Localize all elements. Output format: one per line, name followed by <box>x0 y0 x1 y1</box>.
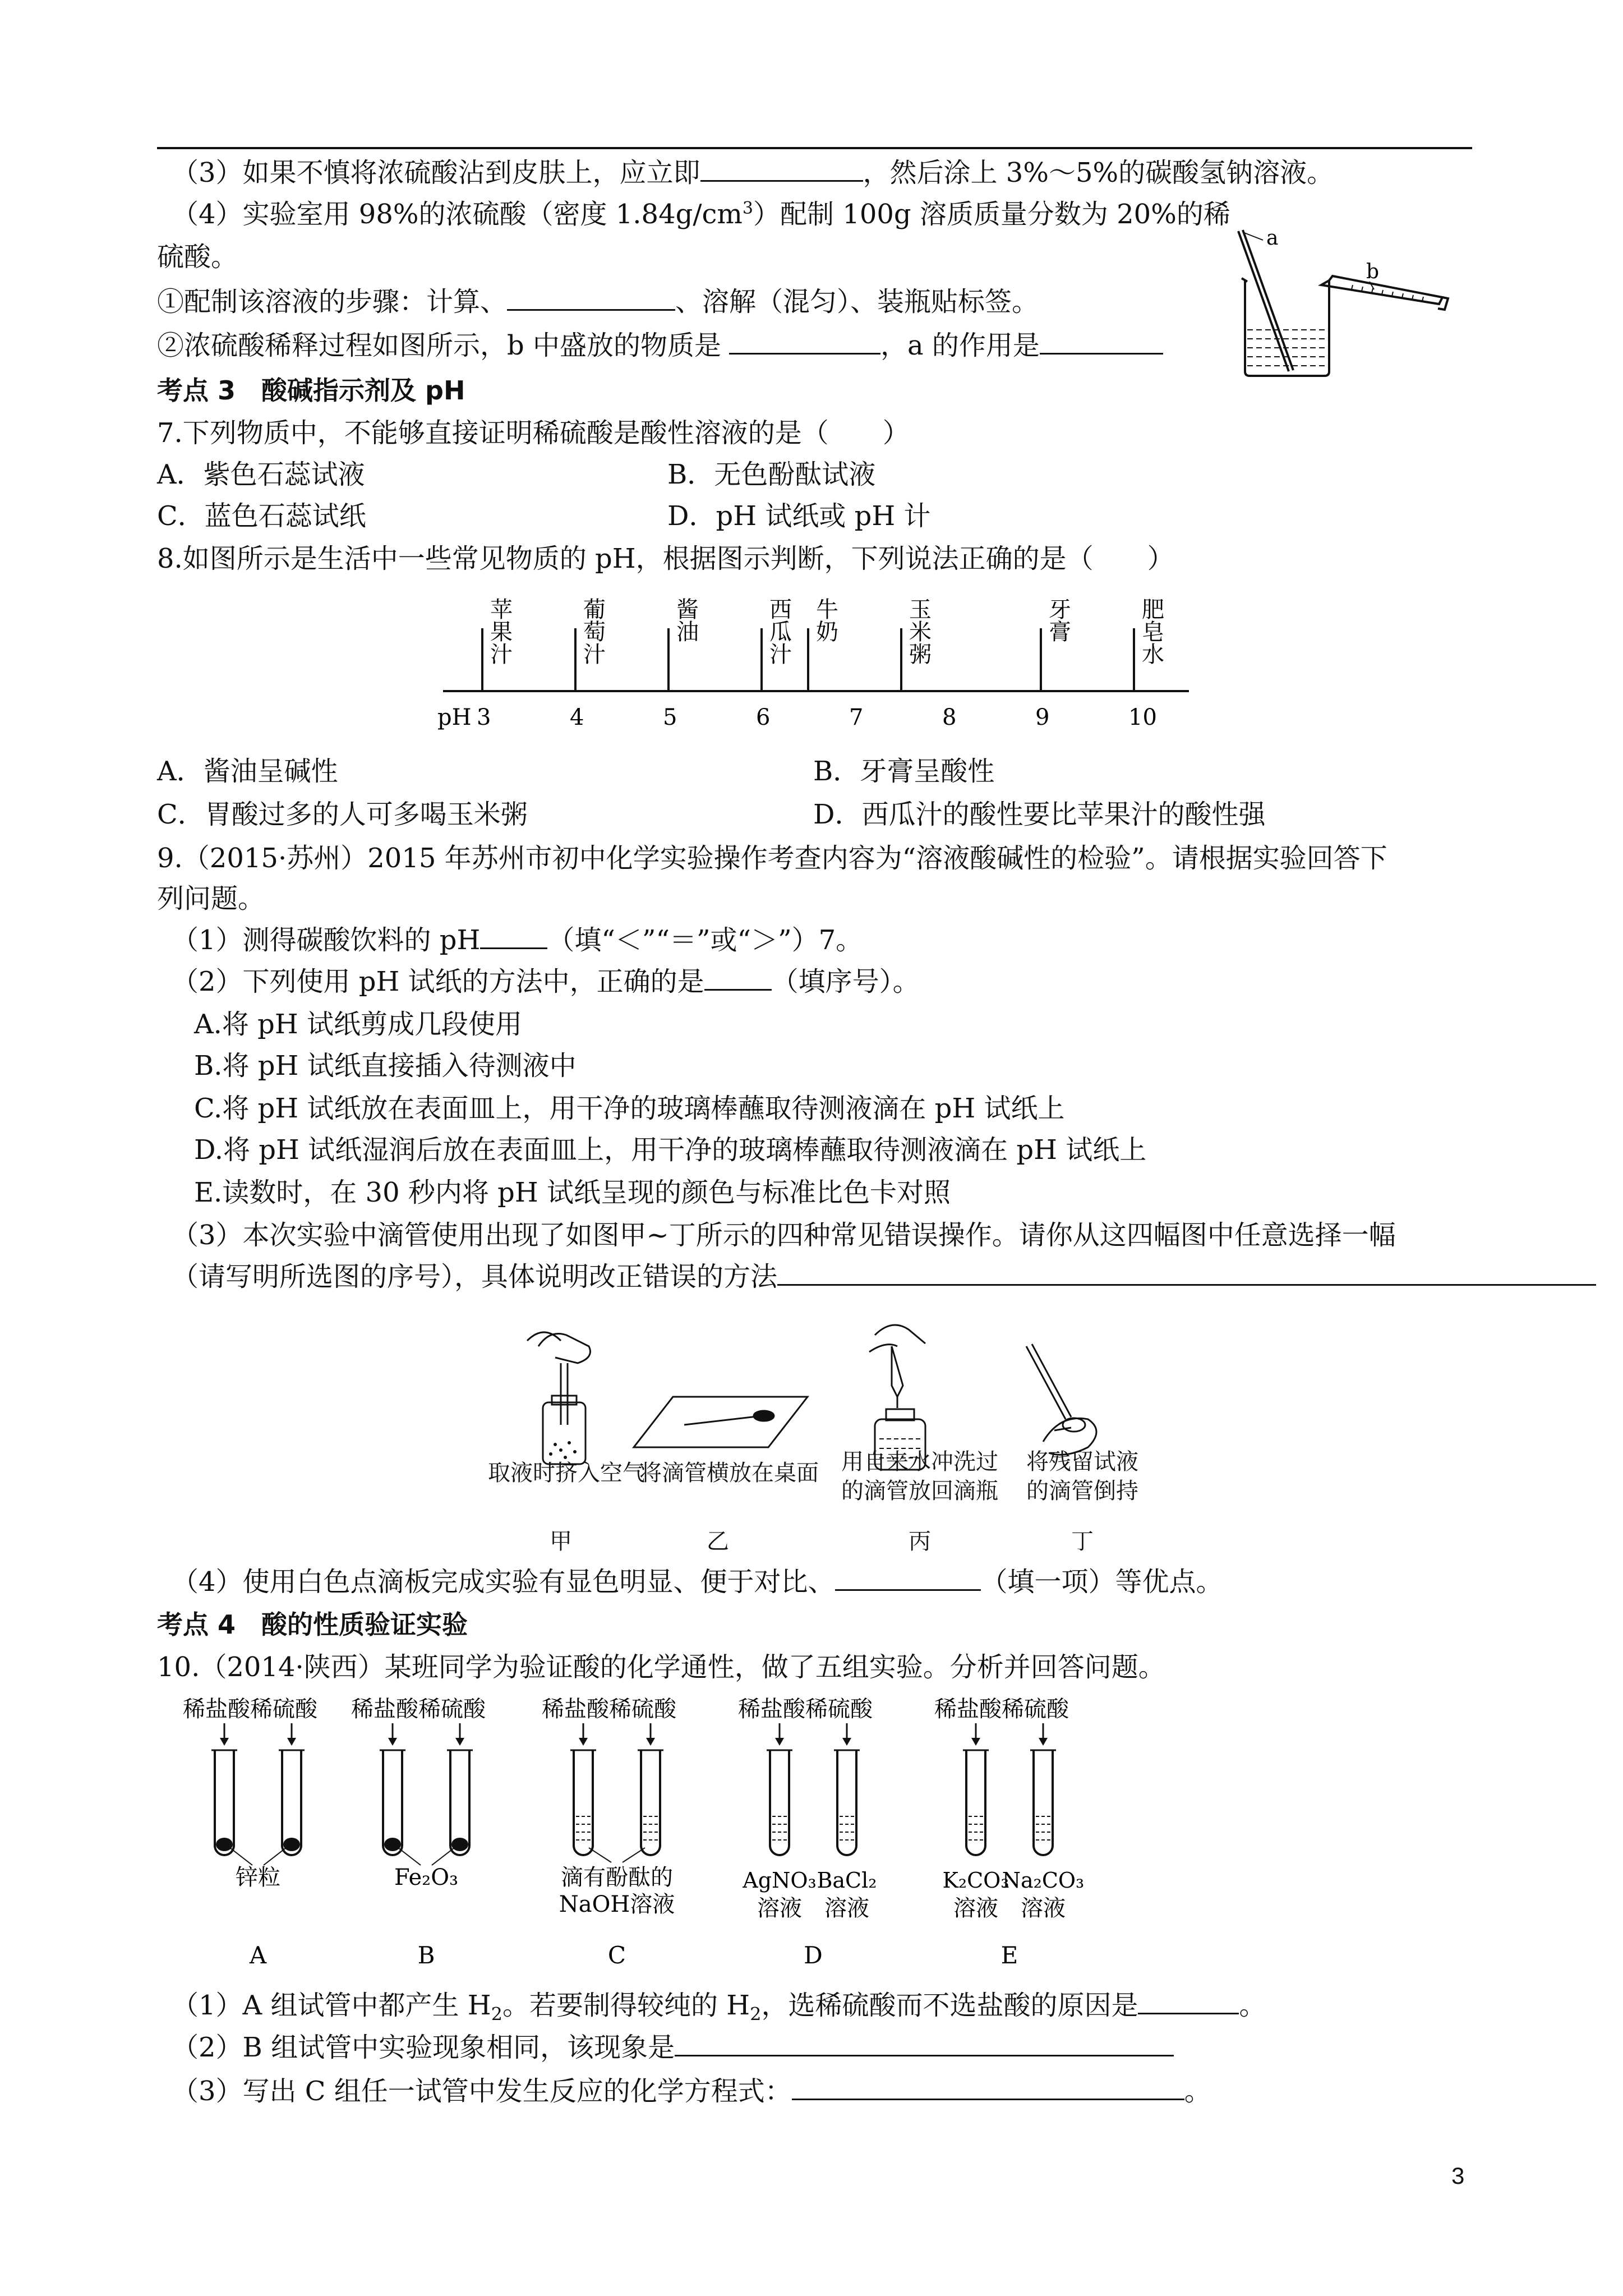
ph-item-label: 牛 <box>816 597 838 623</box>
reagent-label: K₂CO₃ <box>942 1868 1009 1893</box>
caption-ding-2: 的滴管倒持 <box>1026 1478 1138 1504</box>
q9-stem-line1: 9.（2015·苏州）2015 年苏州市初中化学实验操作考查内容为“溶液酸碱性的检验”。请根据实验回答下 <box>157 843 1387 874</box>
leader-line <box>230 1848 252 1865</box>
solid-reagent <box>283 1838 300 1851</box>
reagent-label: 溶液 <box>1021 1895 1066 1921</box>
arrow-head <box>842 1738 851 1746</box>
ph-item-label: 西 <box>769 597 792 623</box>
test-tube <box>641 1750 660 1855</box>
group-label: C <box>607 1941 626 1969</box>
q10-part3: （3）写出 C 组任一试管中发生反应的化学方程式： 。 <box>172 2076 1211 2107</box>
arrow-head <box>287 1738 296 1746</box>
caption-yi: 将滴管横放在桌面 <box>639 1460 819 1486</box>
caption-bing-1: 用自来水冲洗过 <box>841 1449 998 1475</box>
answer-blank[interactable] <box>675 2031 1174 2056</box>
arrow-head <box>1039 1738 1048 1746</box>
q9-stem-line2: 列问题。 <box>157 883 265 914</box>
group-label: B <box>417 1941 435 1969</box>
test-tube <box>837 1750 856 1855</box>
q6-step2: ②浓硫酸稀释过程如图所示，b 中盛放的物质是 ，a 的作用是 <box>157 329 1163 362</box>
arrow-head <box>220 1738 229 1746</box>
q7-option-c[interactable]: C．蓝色石蕊试纸 <box>157 500 366 532</box>
arrow-head <box>388 1738 397 1746</box>
q6-step1: ①配制该溶液的步骤：计算、 、溶解（混匀）、装瓶贴标签。 <box>157 286 1039 318</box>
q8-option-d[interactable]: D．西瓜汁的酸性要比苹果汁的酸性强 <box>813 799 1266 830</box>
q10-stem: 10.（2014·陕西）某班同学为验证酸的化学通性，做了五组实验。分析并回答问题。 <box>157 1651 1165 1683</box>
ph-tick-label: 10 <box>1128 705 1157 730</box>
arrow-head <box>646 1738 655 1746</box>
q8-option-a[interactable]: A．酱油呈碱性 <box>157 756 338 787</box>
ph-tick-label: 7 <box>849 705 864 730</box>
reagent-label: 溶液 <box>953 1895 998 1921</box>
reagent-label: NaOH溶液 <box>559 1892 675 1917</box>
ph-tick-label: 8 <box>942 705 957 730</box>
solid-reagent <box>384 1838 401 1851</box>
caption-jia: 取液时挤入空气 <box>488 1460 645 1486</box>
ph-item-label: 粥 <box>909 642 932 668</box>
section-4-title: 考点 4 酸的性质验证实验 <box>157 1609 468 1640</box>
figure-ding <box>1026 1344 1096 1455</box>
acid-label-h2so4: 稀硫酸 <box>1002 1696 1069 1722</box>
label-ding: 丁 <box>1071 1529 1094 1554</box>
section-3-title: 考点 3 酸碱指示剂及 pH <box>157 375 465 406</box>
q7-options-row1 <box>157 458 1447 491</box>
q9-option-b[interactable]: B.将 pH 试纸直接插入待测液中 <box>194 1050 577 1082</box>
ph-item-label: 油 <box>676 619 699 645</box>
graduated-cylinder <box>1321 276 1448 310</box>
ph-item-label: 牙 <box>1049 597 1071 623</box>
q8-option-b[interactable]: B．牙膏呈酸性 <box>813 756 995 787</box>
answer-blank[interactable] <box>507 286 675 311</box>
acid-label-h2so4: 稀硫酸 <box>805 1696 873 1722</box>
q6-part4-line1: （4）实验室用 98%的浓硫酸（密度 $1.84g/cm^3$）配制 100g 溶质质量分数为 20%的稀 <box>172 199 1230 230</box>
ph-tick-label: 9 <box>1035 705 1050 730</box>
ph-item-label: 玉 <box>909 597 932 623</box>
header-rule <box>157 147 1472 149</box>
label-b: b <box>1366 260 1380 283</box>
reagent-label: 溶液 <box>824 1895 869 1921</box>
arrow-head <box>455 1738 464 1746</box>
glass-rod <box>1238 230 1293 371</box>
beaker-liquid <box>1247 330 1327 366</box>
ph-item-label: 膏 <box>1049 619 1071 645</box>
ph-item-label: 皂 <box>1142 619 1164 645</box>
figure-jia <box>527 1332 591 1464</box>
figure-yi <box>634 1397 808 1447</box>
ph-item-label: 奶 <box>816 619 838 645</box>
ph-tick-label: 5 <box>663 705 677 730</box>
ph-item-label: 葡 <box>583 597 606 623</box>
test-tube <box>770 1750 789 1855</box>
answer-blank[interactable] <box>704 965 772 991</box>
ph-tick-label: 3 <box>477 705 491 730</box>
ph-item-label: 水 <box>1142 642 1164 668</box>
reagent-label: Fe₂O₃ <box>394 1865 459 1890</box>
ph-scale-figure <box>432 595 1206 740</box>
q9-option-a[interactable]: A.将 pH 试纸剪成几段使用 <box>194 1009 523 1040</box>
q10-part1: （1）A 组试管中都产生 $H_2$。若要制得较纯的 $H_2$，选稀硫酸而不选盐酸的原因是 。 <box>172 1990 1266 2025</box>
leader-line <box>432 1848 454 1865</box>
q9-option-d[interactable]: D.将 pH 试纸湿润后放在表面皿上，用干净的玻璃棒蘸取待测液滴在 pH 试纸上 <box>194 1134 1147 1166</box>
solid-reagent <box>216 1838 233 1851</box>
acid-label-hcl: 稀盐酸 <box>542 1696 609 1722</box>
ph-tick-label: 4 <box>570 705 584 730</box>
reagent-label: 锌粒 <box>236 1865 280 1890</box>
answer-blank[interactable] <box>835 1566 981 1591</box>
ph-item-label: 果 <box>490 619 513 645</box>
q7-stem: 7.下列物质中，不能够直接证明稀硫酸是酸性溶液的是（ ） <box>157 417 910 449</box>
q8-options-row1 <box>157 754 1447 788</box>
ph-item-label: 酱 <box>676 597 699 623</box>
answer-blank[interactable] <box>1138 1989 1239 2014</box>
q9-option-e[interactable]: E.读数时，在 30 秒内将 pH 试纸呈现的颜色与标准比色卡对照 <box>194 1177 951 1208</box>
answer-blank[interactable] <box>792 2075 1184 2100</box>
reagent-label: Na₂CO₃ <box>1002 1868 1085 1893</box>
q9-part3-line2: （请写明所选图的序号），具体说明改正错误的方法 <box>172 1260 1596 1294</box>
page-number: 3 <box>1451 2162 1465 2189</box>
q6-part3: （3）如果不慎将浓硫酸沾到皮肤上，应立即 ，然后涂上 3%～5%的碳酸氢钠溶液。 <box>172 157 1334 188</box>
arrow-head <box>579 1738 588 1746</box>
q10-part2: （2）B 组试管中实验现象相同，该现象是 <box>172 2031 1174 2064</box>
ph-item-label: 肥 <box>1142 597 1164 623</box>
test-tube <box>966 1750 985 1855</box>
answer-blank[interactable] <box>729 329 880 355</box>
q6-part4-line2: 硫酸。 <box>157 241 238 273</box>
q8-option-c[interactable]: C．胃酸过多的人可多喝玉米粥 <box>157 799 528 830</box>
ph-item-label: 米 <box>909 619 932 645</box>
leader-line <box>623 1848 645 1862</box>
q9-part2: （2）下列使用 pH 试纸的方法中，正确的是 （填序号）。 <box>172 966 920 997</box>
q7-option-d[interactable]: D．pH 试纸或 pH 计 <box>667 500 931 532</box>
acid-label-hcl: 稀盐酸 <box>183 1696 250 1722</box>
acid-label-h2so4: 稀硫酸 <box>609 1696 676 1722</box>
answer-blank[interactable] <box>777 1260 1596 1286</box>
q7-option-b[interactable]: B．无色酚酞试液 <box>667 459 876 490</box>
q7-options-row2 <box>157 499 1447 533</box>
leader-line <box>398 1848 421 1865</box>
acid-label-h2so4: 稀硫酸 <box>250 1696 317 1722</box>
answer-blank[interactable] <box>700 157 863 182</box>
q9-option-c[interactable]: C.将 pH 试纸放在表面皿上，用干净的玻璃棒蘸取待测液滴在 pH 试纸上 <box>194 1093 1065 1124</box>
label-a: a <box>1266 227 1279 250</box>
label-jia: 甲 <box>550 1529 572 1554</box>
group-label: D <box>804 1941 823 1969</box>
answer-blank[interactable] <box>480 924 547 949</box>
caption-ding-1: 将残留试液 <box>1026 1449 1138 1475</box>
label-bing: 丙 <box>909 1529 931 1554</box>
ph-item-label: 萄 <box>583 619 606 645</box>
q8-stem: 8.如图所示是生活中一些常见物质的 pH，根据图示判断，下列说法正确的是（ ） <box>157 543 1174 574</box>
reagent-label: BaCl₂ <box>817 1868 877 1893</box>
ph-item-label: 汁 <box>769 642 792 668</box>
label-yi: 乙 <box>707 1529 729 1554</box>
dilution-figure <box>1223 224 1458 381</box>
ph-axis-label: pH <box>437 705 472 730</box>
reagent-label: AgNO₃ <box>743 1868 817 1893</box>
caption-bing-2: 的滴管放回滴瓶 <box>841 1478 998 1504</box>
arrow-head <box>971 1738 980 1746</box>
test-tube <box>574 1750 593 1855</box>
acid-label-h2so4: 稀硫酸 <box>418 1696 486 1722</box>
ph-item-label: 汁 <box>583 642 606 668</box>
ph-item-label: 汁 <box>490 642 513 668</box>
test-tube <box>1034 1750 1053 1855</box>
reagent-label: 溶液 <box>757 1895 802 1921</box>
leader-line <box>589 1848 611 1862</box>
ph-tick-label: 6 <box>756 705 771 730</box>
q8-options-row2 <box>157 798 1447 831</box>
test-tube-figure <box>157 1694 1166 1986</box>
group-label: E <box>1000 1941 1018 1969</box>
q9-part1: （1）测得碳酸饮料的 pH （填“＜”“＝”或“＞”）7。 <box>172 924 863 956</box>
reagent-label: 滴有酚酞的 <box>561 1865 673 1890</box>
acid-label-hcl: 稀盐酸 <box>738 1696 805 1722</box>
q7-option-a[interactable]: A．紫色石蕊试液 <box>157 459 365 490</box>
ph-item-label: 瓜 <box>769 619 792 645</box>
solid-reagent <box>451 1838 468 1851</box>
leader-line <box>264 1848 286 1865</box>
group-label: A <box>249 1941 267 1969</box>
arrow-head <box>775 1738 784 1746</box>
answer-blank[interactable] <box>1040 329 1163 355</box>
q9-part4: （4）使用白色点滴板完成实验有显色明显、便于对比、 （填一项）等优点。 <box>172 1566 1223 1598</box>
acid-label-hcl: 稀盐酸 <box>351 1696 418 1722</box>
q9-part3-line1: （3）本次实验中滴管使用出现了如图甲~丁所示的四种常见错误操作。请你从这四幅图中任意选择一幅 <box>172 1220 1396 1251</box>
acid-label-hcl: 稀盐酸 <box>934 1696 1002 1722</box>
ph-item-label: 苹 <box>490 597 513 623</box>
